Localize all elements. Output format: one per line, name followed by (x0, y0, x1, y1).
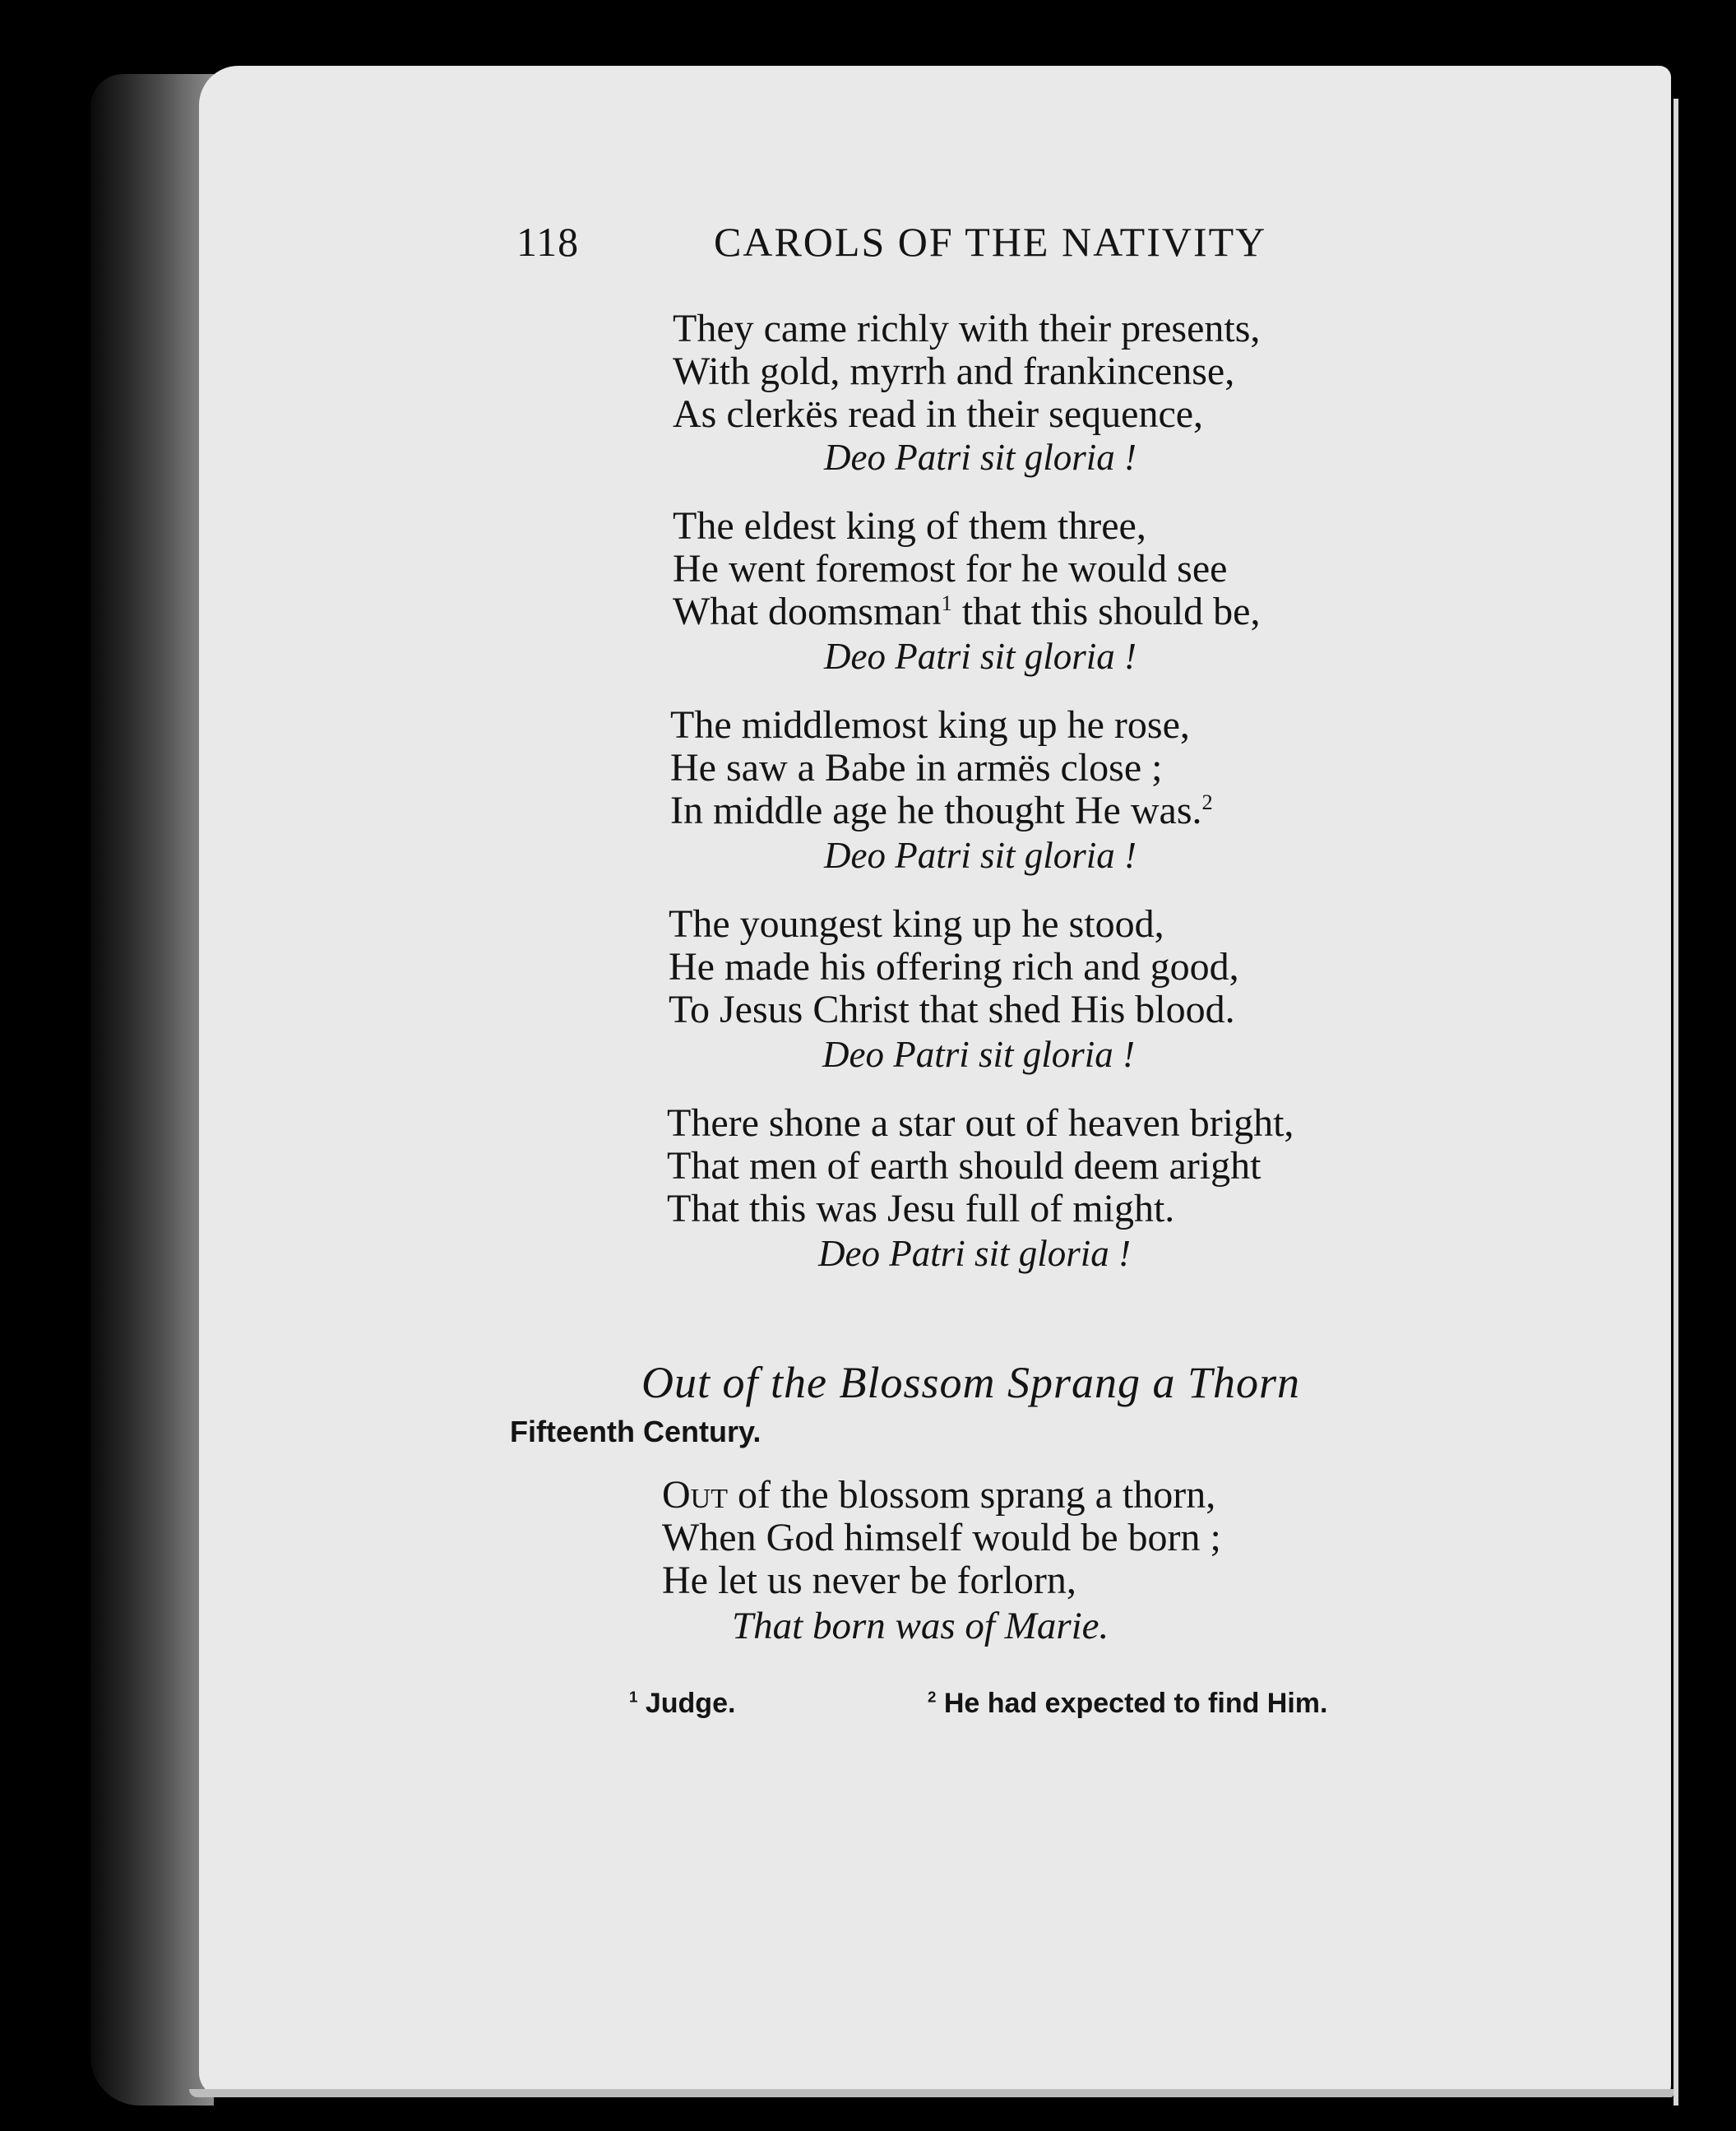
verse-line-with-footnote (673, 589, 1260, 634)
verse-line: They came richly with their presents, (673, 307, 1261, 350)
footnote-marker: 1 (941, 591, 952, 615)
refrain-line: That born was of Marie. (732, 1605, 1109, 1647)
verse-line: There shone a star out of heaven bright, (667, 1101, 1294, 1145)
running-head: CAROLS OF THE NATIVITY (714, 219, 1267, 265)
verse-line: To Jesus Christ that shed His blood. (669, 988, 1235, 1031)
refrain-line: Deo Patri sit gloria ! (824, 437, 1137, 478)
verse-line-with-footnote (670, 788, 1213, 833)
footnote-mark: 1 (629, 1688, 638, 1706)
verse-line: He let us never be forlorn, (662, 1559, 1076, 1602)
verse-line: That this was Jesu full of might. (667, 1187, 1175, 1230)
verse-line: As clerkës read in their sequence, (673, 392, 1204, 436)
verse-text: of the blossom sprang a thorn, (728, 1473, 1216, 1517)
footnote-2 (928, 1688, 1327, 1720)
page-number: 118 (516, 219, 580, 265)
refrain-line: Deo Patri sit gloria ! (824, 636, 1137, 677)
verse-text: that this should be, (951, 590, 1261, 633)
footnote-marker: 2 (1201, 790, 1213, 814)
verse-line: When God himself would be born ; (662, 1516, 1221, 1559)
verse-line: The eldest king of them three, (673, 504, 1146, 548)
verse-line: That men of earth should deem aright (667, 1144, 1261, 1188)
verse-line: With gold, myrrh and frankincense, (673, 350, 1235, 393)
page-bottom-edge (189, 2089, 1674, 2097)
footnote-text: He had expected to find Him. (943, 1688, 1328, 1719)
verse-line: He saw a Babe in armës close ; (670, 746, 1163, 790)
verse-line: The youngest king up he stood, (669, 902, 1164, 946)
refrain-line: Deo Patri sit gloria ! (818, 1233, 1131, 1274)
book-page-edges (90, 74, 214, 2106)
verse-text: What doomsman (673, 590, 942, 633)
verse-line: The middlemost king up he rose, (670, 703, 1190, 747)
footnote-mark: 2 (928, 1688, 937, 1706)
footnote-text: Judge. (645, 1688, 736, 1719)
verse-line: He made his offering rich and good, (669, 945, 1239, 989)
facing-page-edge (1674, 99, 1678, 2106)
verse-text: In middle age he thought He was. (670, 789, 1202, 832)
refrain-line: Deo Patri sit gloria ! (822, 1034, 1135, 1075)
carol-date: Fifteenth Century. (510, 1415, 762, 1448)
verse-line: He went foremost for he would see (673, 547, 1228, 591)
verse-line-opening (662, 1472, 1215, 1517)
footnote-1 (629, 1688, 735, 1720)
refrain-line: Deo Patri sit gloria ! (824, 835, 1137, 876)
drop-word: Out (662, 1473, 728, 1517)
carol-title: Out of the Blossom Sprang a Thorn (641, 1358, 1301, 1407)
